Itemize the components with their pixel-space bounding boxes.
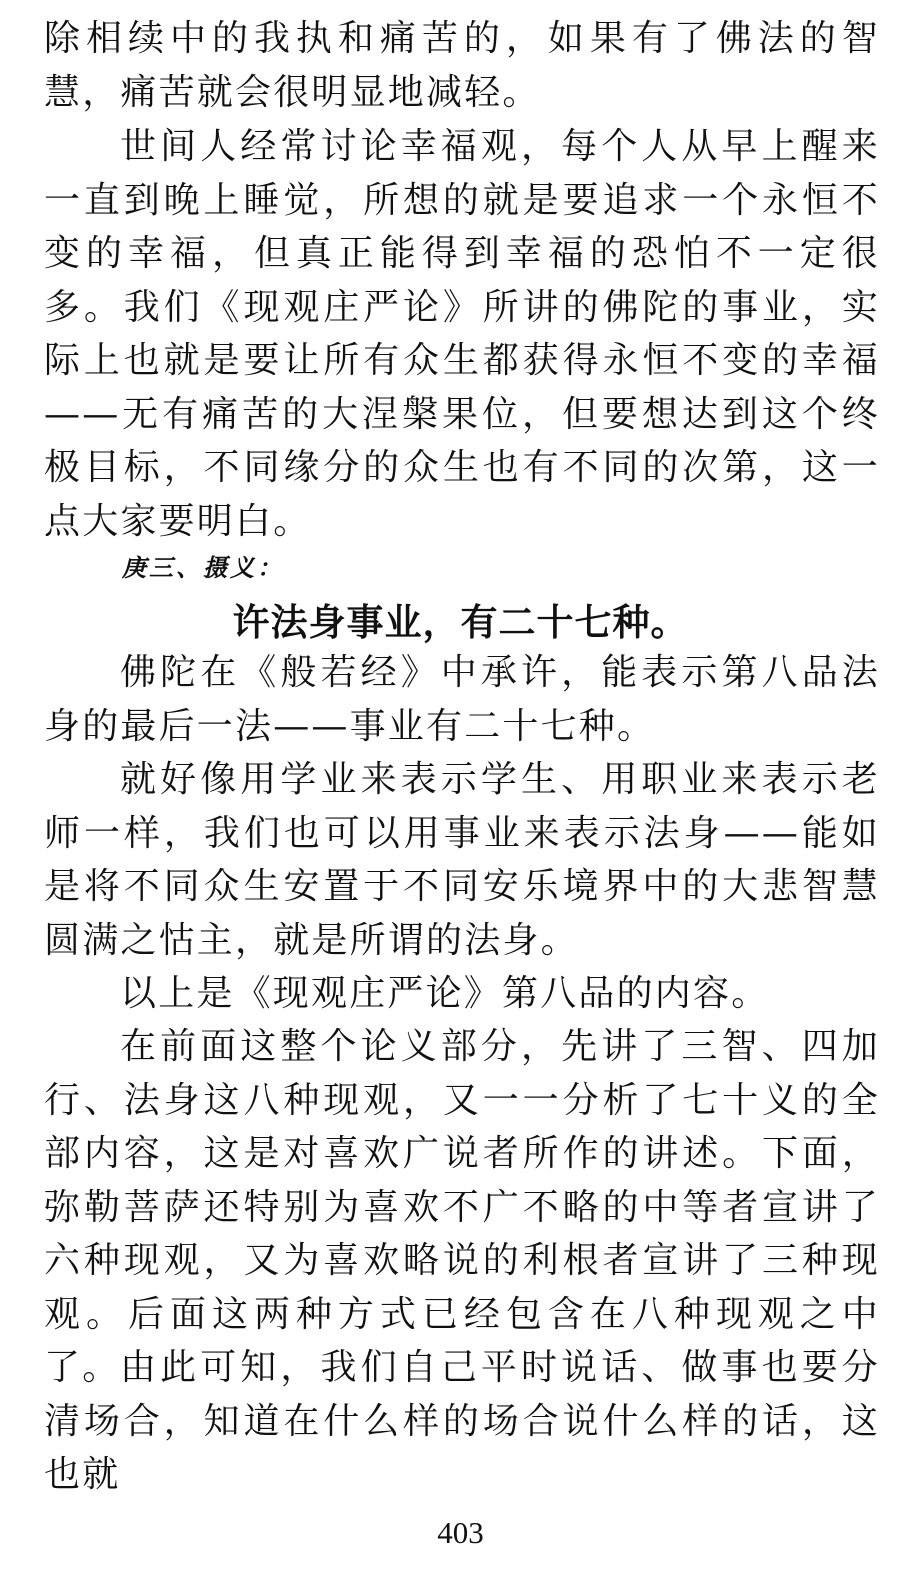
paragraph-dharmakaya: 就好像用学业来表示学生、用职业来表示老师一样，我们也可以用事业来表示法身——能如是将不同众生安置于不同安乐境界中的大悲智慧圆满之怙主，就是所谓的法身。 [44,759,880,961]
root-verse: 许法身事业，有二十七种。 [232,601,689,644]
page-number: 403 [437,1515,484,1550]
paragraph-continuation: 除相续中的我执和痛苦的，如果有了佛法的智慧，痛苦就会很明显地减轻。 [44,18,880,113]
paragraph-summary: 在前面这整个论义部分，先讲了三智、四加行、法身这八种现观，又一一分析了七十义的全部内容，这是对喜欢广说者所作的讲述。下面，弥勒菩萨还特别为喜欢不广不略的中等者宣讲了六种现观，又为喜欢略说的利根者宣讲了三种现观。后面这两种方式已经包含在八种现观之中了。 [44,1026,880,1388]
paragraph-occasion: 由此可知，我们自己平时说话、做事也要分清场合，知道在什么样的场合说什么样的话，这也就 [44,1347,880,1495]
paragraph-prajna-sutra: 佛陀在《般若经》中承许，能表示第八品法身的最后一法——事业有二十七种。 [44,652,880,747]
section-heading: 庚三、摄义： [122,553,284,582]
paragraph-chapter-end: 以上是《现观庄严论》第八品的内容。 [120,973,770,1014]
paragraph-happiness: 世间人经常讨论幸福观，每个人从早上醒来一直到晚上睡觉，所想的就是要追求一个永恒不变的幸福，但真正能得到幸福的恐怕不一定很多。我们《现观庄严论》所讲的佛陀的事业，实际上也就是要让所有众生都获得永恒不变的幸福——无有痛苦的大涅槃果位，但要想达到这个终极目标，不同缘分的众生也有不同的次第，这一点大家要明白。 [44,126,880,542]
